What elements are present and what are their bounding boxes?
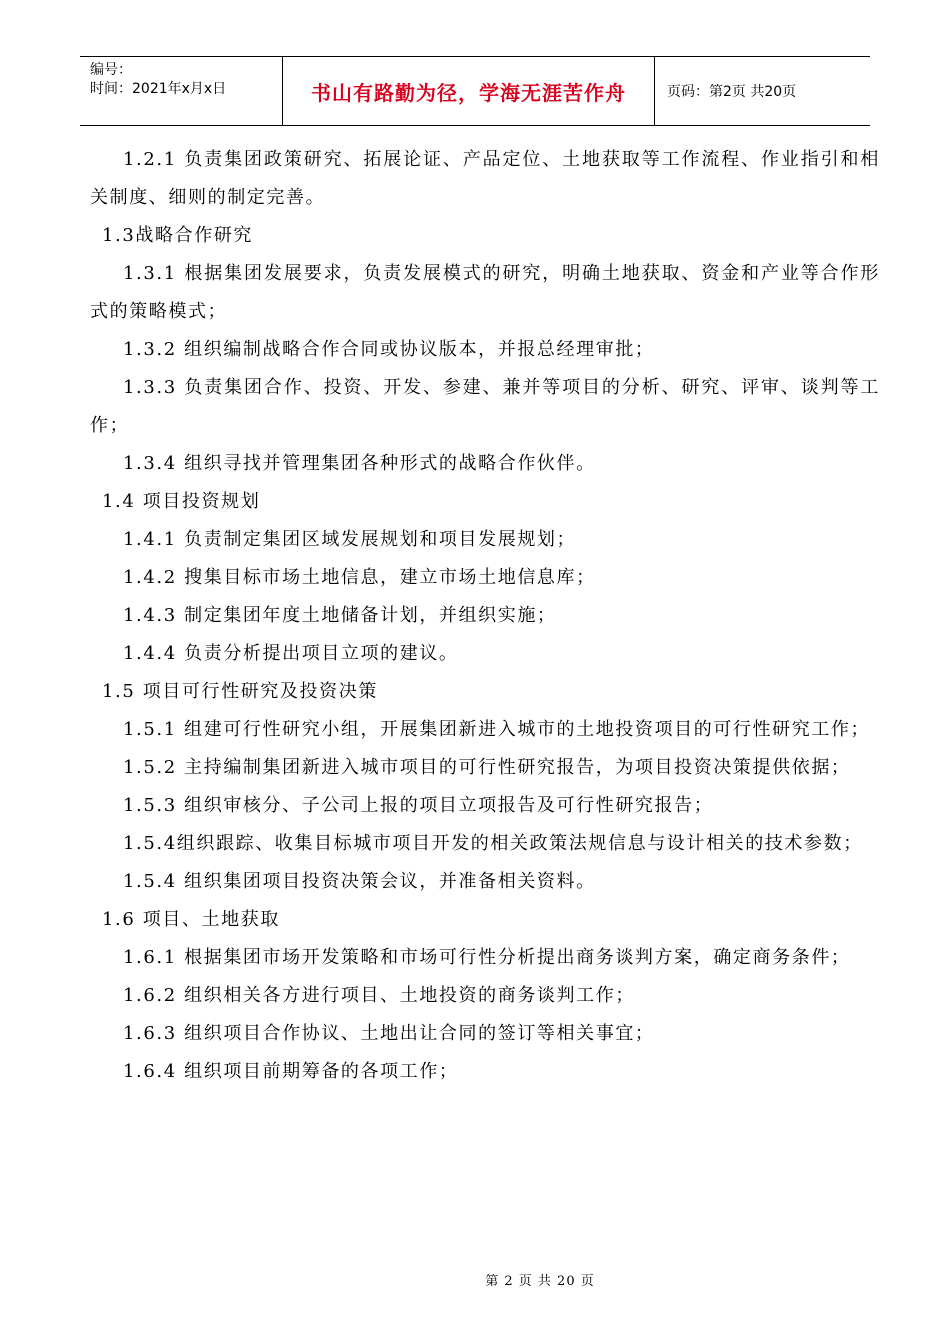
header-motto: 书山有路勤为径，学海无涯苦作舟 <box>311 80 626 105</box>
header-meta <box>80 57 283 125</box>
footer-page-number: 第 2 页 共 20 页 <box>485 1274 595 1289</box>
body-paragraph: 1.6.4 组织项目前期筹备的各项工作； <box>123 1061 459 1082</box>
section-heading: 1.6 项目、土地获取 <box>102 909 280 930</box>
header-motto-cell <box>283 57 655 125</box>
body-paragraph: 1.4.3 制定集团年度土地储备计划，并组织实施； <box>123 605 557 626</box>
body-paragraph: 1.2.1 负责集团政策研究、拓展论证、产品定位、土地获取等工作流程、作业指引和相关制度、细则的制定完善。 <box>90 149 880 208</box>
body-paragraph: 1.6.2 组织相关各方进行项目、土地投资的商务谈判工作； <box>123 985 635 1006</box>
body-paragraph: 1.4.4 负责分析提出项目立项的建议。 <box>123 643 459 664</box>
body-paragraph: 1.3.2 组织编制战略合作合同或协议版本，并报总经理审批； <box>123 339 655 360</box>
body-paragraph: 1.5.4组织跟踪、收集目标城市项目开发的相关政策法规信息与设计相关的技术参数； <box>123 833 863 854</box>
document-number-label: 编号： <box>90 62 132 78</box>
body-paragraph: 1.6.1 根据集团市场开发策略和市场可行性分析提出商务谈判方案，确定商务条件； <box>123 947 851 968</box>
body-paragraph: 1.3.3 负责集团合作、投资、开发、参建、兼并等项目的分析、研究、评审、谈判等工作； <box>90 377 880 436</box>
body-paragraph: 1.3.4 组织寻找并管理集团各种形式的战略合作伙伴。 <box>123 453 596 474</box>
header-page-cell <box>655 57 870 125</box>
body-paragraph: 1.5.4 组织集团项目投资决策会议，并准备相关资料。 <box>123 871 596 892</box>
document-time-label: 时间：2021年x月x日 <box>90 81 227 97</box>
body-paragraph: 1.4.1 负责制定集团区域发展规划和项目发展规划； <box>123 529 577 550</box>
section-heading: 1.5 项目可行性研究及投资决策 <box>102 681 378 702</box>
section-heading: 1.4 项目投资规划 <box>102 491 261 512</box>
body-paragraph: 1.4.2 搜集目标市场土地信息，建立市场土地信息库； <box>123 567 596 588</box>
document-body <box>90 141 880 1091</box>
page-header <box>80 56 870 126</box>
section-heading: 1.3战略合作研究 <box>102 225 254 246</box>
body-paragraph: 1.3.1 根据集团发展要求，负责发展模式的研究，明确土地获取、资金和产业等合作形式的策略模式； <box>90 263 880 322</box>
body-paragraph: 1.5.2 主持编制集团新进入城市项目的可行性研究报告，为项目投资决策提供依据； <box>123 757 851 778</box>
header-page-info: 页码：第2页 共20页 <box>667 84 797 100</box>
page-footer <box>0 1270 950 1289</box>
body-paragraph: 1.5.3 组织审核分、子公司上报的项目立项报告及可行性研究报告； <box>123 795 714 816</box>
body-paragraph: 1.6.3 组织项目合作协议、土地出让合同的签订等相关事宜； <box>123 1023 655 1044</box>
body-paragraph: 1.5.1 组建可行性研究小组，开展集团新进入城市的土地投资项目的可行性研究工作； <box>123 719 871 740</box>
